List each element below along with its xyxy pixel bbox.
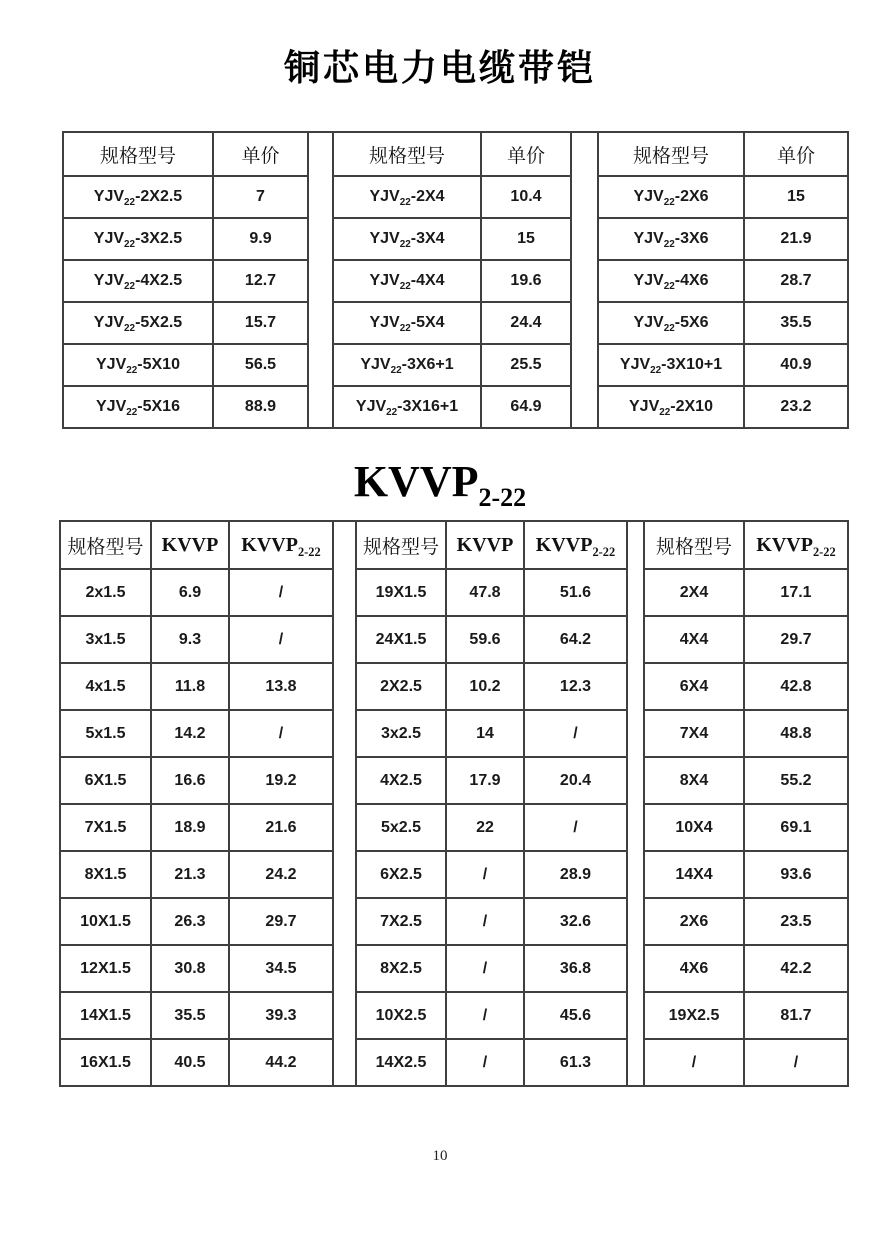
price-cell: 55.2 [744, 757, 848, 804]
price-cell: 56.5 [213, 344, 308, 386]
spec-cell: 8X2.5 [356, 945, 446, 992]
price-cell: 29.7 [229, 898, 333, 945]
price-cell: 45.6 [524, 992, 627, 1039]
price-cell: 19.2 [229, 757, 333, 804]
price-cell: / [229, 710, 333, 757]
spec-cell: $YJV_{22}-3X6$ [598, 218, 744, 260]
table-spacer [627, 521, 644, 1086]
table-row [63, 218, 848, 260]
table-spacer [333, 521, 356, 1086]
price-cell: 42.8 [744, 663, 848, 710]
spec-cell: 12X1.5 [60, 945, 151, 992]
table-row [60, 898, 848, 945]
spec-cell: $YJV_{22}-3X4$ [333, 218, 481, 260]
spec-cell: 14X4 [644, 851, 744, 898]
table-row [60, 663, 848, 710]
table-row [63, 176, 848, 218]
table-spacer [308, 132, 333, 428]
price-cell: 88.9 [213, 386, 308, 428]
table-row [60, 804, 848, 851]
spec-cell: $YJV_{22}-4X4$ [333, 260, 481, 302]
spec-cell: $YJV_{22}-3X2.5$ [63, 218, 213, 260]
table-row [63, 386, 848, 428]
price-cell: 44.2 [229, 1039, 333, 1086]
price-cell: 32.6 [524, 898, 627, 945]
spec-cell: 3x1.5 [60, 616, 151, 663]
price-cell: 64.9 [481, 386, 571, 428]
spec-cell: 5x1.5 [60, 710, 151, 757]
price-cell: 24.2 [229, 851, 333, 898]
price-cell: 93.6 [744, 851, 848, 898]
price-cell: 42.2 [744, 945, 848, 992]
spec-cell: 7X1.5 [60, 804, 151, 851]
price-cell: / [524, 710, 627, 757]
spec-cell: 16X1.5 [60, 1039, 151, 1086]
spec-cell: $YJV_{22}-3X16+1$ [333, 386, 481, 428]
table-row [60, 710, 848, 757]
spec-cell: 8X1.5 [60, 851, 151, 898]
spec-cell: 6X4 [644, 663, 744, 710]
spec-cell: 6X2.5 [356, 851, 446, 898]
column-header: 规格型号 [60, 521, 151, 569]
table-row [63, 302, 848, 344]
price-cell: 36.8 [524, 945, 627, 992]
price-cell: 15 [744, 176, 848, 218]
spec-cell: / [644, 1039, 744, 1086]
yjv-price-table-group [62, 131, 849, 429]
column-header: $KVVP_{2-22}$ [229, 521, 333, 569]
price-cell: 61.3 [524, 1039, 627, 1086]
price-cell: / [446, 1039, 524, 1086]
price-cell: 17.9 [446, 757, 524, 804]
price-cell: 35.5 [151, 992, 229, 1039]
spec-cell: 5x2.5 [356, 804, 446, 851]
column-header: 规格型号 [333, 132, 481, 176]
table-row [60, 1039, 848, 1086]
price-cell: / [446, 898, 524, 945]
spec-cell: 14X1.5 [60, 992, 151, 1039]
column-header: $KVVP_{2-22}$ [524, 521, 627, 569]
column-header: 单价 [481, 132, 571, 176]
column-header: 规格型号 [63, 132, 213, 176]
section1-title: 铜芯电力电缆带铠 [283, 47, 596, 88]
spec-cell: 4X2.5 [356, 757, 446, 804]
price-cell: 13.8 [229, 663, 333, 710]
section2-table [59, 520, 849, 1087]
price-cell: 23.2 [744, 386, 848, 428]
price-cell: 17.1 [744, 569, 848, 616]
price-cell: 40.9 [744, 344, 848, 386]
spec-cell: 2x1.5 [60, 569, 151, 616]
column-header: 规格型号 [644, 521, 744, 569]
price-cell: 24.4 [481, 302, 571, 344]
table-row [63, 344, 848, 386]
column-header: 单价 [744, 132, 848, 176]
price-cell: 22 [446, 804, 524, 851]
price-cell: 6.9 [151, 569, 229, 616]
spec-cell: 19X2.5 [644, 992, 744, 1039]
spec-cell: 4X6 [644, 945, 744, 992]
spec-cell: $YJV_{22}-4X6$ [598, 260, 744, 302]
column-header: KVVP [446, 521, 524, 569]
price-cell: 69.1 [744, 804, 848, 851]
column-header: 规格型号 [598, 132, 744, 176]
price-cell: 40.5 [151, 1039, 229, 1086]
spec-cell: $YJV_{22}-2X10$ [598, 386, 744, 428]
price-cell: 9.9 [213, 218, 308, 260]
price-cell: 59.6 [446, 616, 524, 663]
price-cell: 12.7 [213, 260, 308, 302]
price-cell: 29.7 [744, 616, 848, 663]
table-row [60, 757, 848, 804]
table-row [60, 992, 848, 1039]
price-cell: 47.8 [446, 569, 524, 616]
spec-cell: 4X4 [644, 616, 744, 663]
price-cell: 34.5 [229, 945, 333, 992]
price-cell: 19.6 [481, 260, 571, 302]
spec-cell: 10X2.5 [356, 992, 446, 1039]
column-header: 单价 [213, 132, 308, 176]
table-spacer [571, 132, 598, 428]
price-cell: 21.6 [229, 804, 333, 851]
spec-cell: 2X4 [644, 569, 744, 616]
spec-cell: $YJV_{22}-2X2.5$ [63, 176, 213, 218]
price-cell: / [446, 992, 524, 1039]
page-number: 10 [432, 1148, 448, 1164]
price-cell: 18.9 [151, 804, 229, 851]
section1-table [62, 131, 849, 429]
spec-cell: 7X4 [644, 710, 744, 757]
price-cell: / [446, 945, 524, 992]
table-row [60, 851, 848, 898]
spec-cell: $YJV_{22}-5X4$ [333, 302, 481, 344]
section2-title: $KVVP_{2-22}$ [353, 457, 527, 512]
spec-cell: 24X1.5 [356, 616, 446, 663]
spec-cell: $YJV_{22}-2X6$ [598, 176, 744, 218]
spec-cell: 19X1.5 [356, 569, 446, 616]
price-cell: 14 [446, 710, 524, 757]
spec-cell: 4x1.5 [60, 663, 151, 710]
price-cell: 39.3 [229, 992, 333, 1039]
spec-cell: 10X1.5 [60, 898, 151, 945]
table-row [60, 616, 848, 663]
spec-cell: 2X6 [644, 898, 744, 945]
price-cell: 10.2 [446, 663, 524, 710]
price-cell: 35.5 [744, 302, 848, 344]
table-row [63, 260, 848, 302]
price-cell: / [744, 1039, 848, 1086]
spec-cell: $YJV_{22}-4X2.5$ [63, 260, 213, 302]
table-row [60, 569, 848, 616]
column-header: 规格型号 [356, 521, 446, 569]
price-cell: 21.3 [151, 851, 229, 898]
spec-cell: 8X4 [644, 757, 744, 804]
price-cell: / [524, 804, 627, 851]
price-cell: 14.2 [151, 710, 229, 757]
price-cell: 30.8 [151, 945, 229, 992]
price-cell: / [229, 616, 333, 663]
spec-cell: 14X2.5 [356, 1039, 446, 1086]
spec-cell: 7X2.5 [356, 898, 446, 945]
price-cell: 28.9 [524, 851, 627, 898]
spec-cell: $YJV_{22}-3X10+1$ [598, 344, 744, 386]
header-row [63, 132, 848, 176]
price-cell: 51.6 [524, 569, 627, 616]
column-header: KVVP [151, 521, 229, 569]
spec-cell: 3x2.5 [356, 710, 446, 757]
price-cell: 9.3 [151, 616, 229, 663]
price-cell: 64.2 [524, 616, 627, 663]
spec-cell: $YJV_{22}-2X4$ [333, 176, 481, 218]
price-cell: 12.3 [524, 663, 627, 710]
price-cell: 28.7 [744, 260, 848, 302]
price-cell: 23.5 [744, 898, 848, 945]
spec-cell: 10X4 [644, 804, 744, 851]
price-cell: 10.4 [481, 176, 571, 218]
spec-cell: 2X2.5 [356, 663, 446, 710]
spec-cell: 6X1.5 [60, 757, 151, 804]
header-row [60, 521, 848, 569]
spec-cell: $YJV_{22}-3X6+1$ [333, 344, 481, 386]
price-cell: 21.9 [744, 218, 848, 260]
price-cell: 16.6 [151, 757, 229, 804]
kvvp-price-table-group [59, 520, 849, 1087]
price-cell: / [446, 851, 524, 898]
price-cell: 25.5 [481, 344, 571, 386]
spec-cell: $YJV_{22}-5X6$ [598, 302, 744, 344]
spec-cell: $YJV_{22}-5X2.5$ [63, 302, 213, 344]
table-row [60, 945, 848, 992]
price-cell: 15.7 [213, 302, 308, 344]
price-cell: 20.4 [524, 757, 627, 804]
price-cell: / [229, 569, 333, 616]
price-cell: 7 [213, 176, 308, 218]
spec-cell: $YJV_{22}-5X16$ [63, 386, 213, 428]
column-header: $KVVP_{2-22}$ [744, 521, 848, 569]
spec-cell: $YJV_{22}-5X10$ [63, 344, 213, 386]
price-cell: 15 [481, 218, 571, 260]
price-cell: 11.8 [151, 663, 229, 710]
price-cell: 81.7 [744, 992, 848, 1039]
price-cell: 48.8 [744, 710, 848, 757]
price-cell: 26.3 [151, 898, 229, 945]
